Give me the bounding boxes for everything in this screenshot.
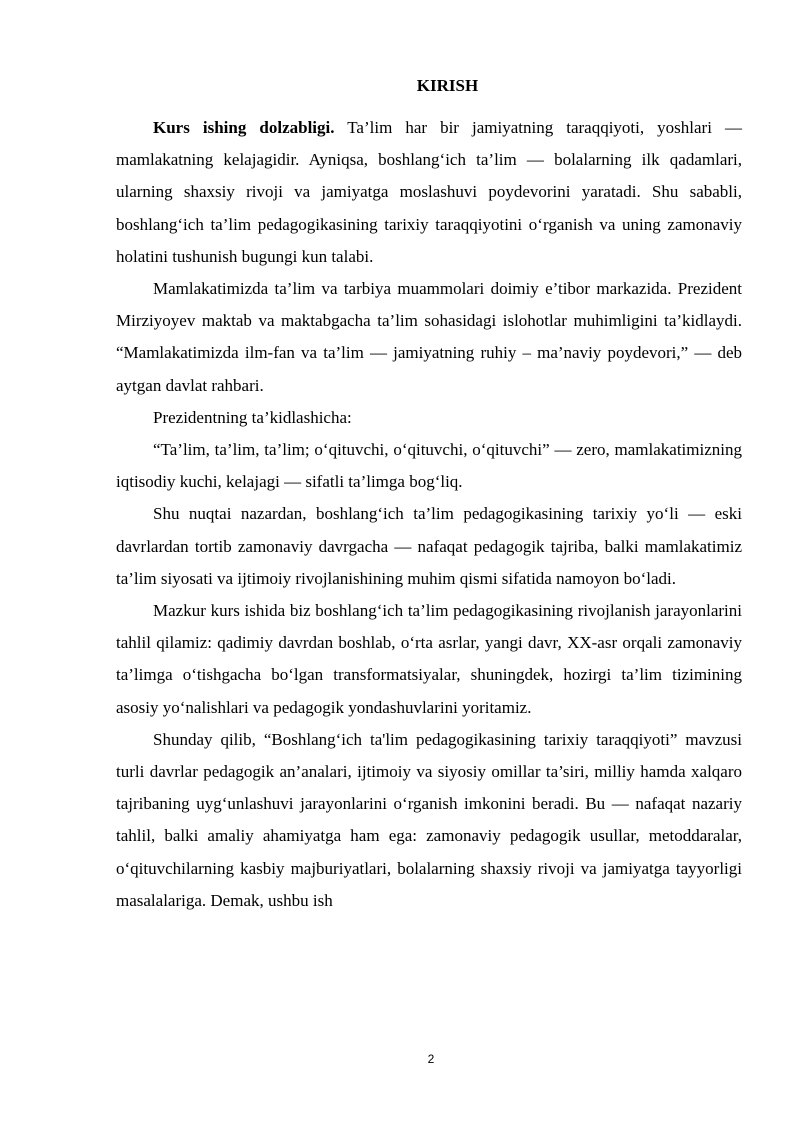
body-text [116,112,742,917]
paragraph-quote: “Ta’lim, ta’lim, ta’lim; o‘qituvchi, o‘qituvchi, o‘qituvchi” — zero, mamlakatimizning iqtisodiy kuchi, kelajagi — sifatli ta’limga bog‘liq. [116,440,742,492]
paragraph-lead: Kurs ishing dolzabligi. [153,118,335,137]
paragraph: Mamlakatimizda ta’lim va tarbiya muammolari doimiy e’tibor markazida. Prezident Mirziyoyev maktab va maktabgacha ta’lim sohasidagi islohotlar muhimligini ta’kidlaydi. “Mamlakatimizda ilm-fan va ta’lim — jamiyatning ruhiy – ma’naviy poydevori,” — deb aytgan davlat rahbari. [116,279,742,395]
paragraph-relevance [116,112,742,273]
section-title: KIRISH [416,76,479,95]
paragraph: Shu nuqtai nazardan, boshlang‘ich ta’lim pedagogikasining tarixiy yo‘li — eski davrlardan tortib zamonaviy davrgacha — nafaqat pedagogik tajriba, balki mamlakatimiz ta’lim siyosati va ijtimoiy rivojlanishining muhim qismi sifatida namoyon bo‘ladi. [116,504,742,588]
paragraph: Prezidentning ta’kidlashicha: [153,407,352,427]
paragraph: Mazkur kurs ishida biz boshlang‘ich ta’lim pedagogikasining rivojlanish jarayonlarini tahlil qilamiz: qadimiy davrdan boshlab, o‘rta asrlar, yangi davr, XX-asr orqali zamonaviy ta’limga o‘tishgacha bo‘lgan transformatsiyalar, shuningdek, hozirgi ta’lim tizimining asosiy yo‘nalishlari va pedagogik yondashuvlarini yoritamiz. [116,601,742,717]
paragraph: Shunday qilib, “Boshlang‘ich ta'lim pedagogikasining tarixiy taraqqiyoti” mavzusi turli davrlar pedagogik an’analari, ijtimoiy va siyosiy omillar ta’siri, milliy hamda xalqaro tajribaning uyg‘unlashuvi jarayonlarini o‘rganish imkonini beradi. Bu — nafaqat nazariy tahlil, balki amaliy ahamiyatga ham ega: zamonaviy pedagogik usullar, metoddaralar, o‘qituvchilarning kasbiy majburiyatlari, bolalarning shaxsiy rivoji va jamiyatga tayyorligi masalalariga. Demak, ushbu ish [116,729,742,910]
paragraph-text: Ta’lim har bir jamiyatning taraqqiyoti, yoshlari — mamlakatning kelajagidir. Ayniqsa, boshlang‘ich ta’lim — bolalarning ilk qadamlari, ularning shaxsiy rivoji va jamiyatga moslashuvi poydevorini yaratadi. Shu sababli, boshlang‘ich ta’lim pedagogikasining tarixiy taraqqiyotini o‘rganish va uning zamonaviy holatini tushunish bugungi kun talabi. [116,118,742,266]
page-number: 2 [427,1052,435,1066]
